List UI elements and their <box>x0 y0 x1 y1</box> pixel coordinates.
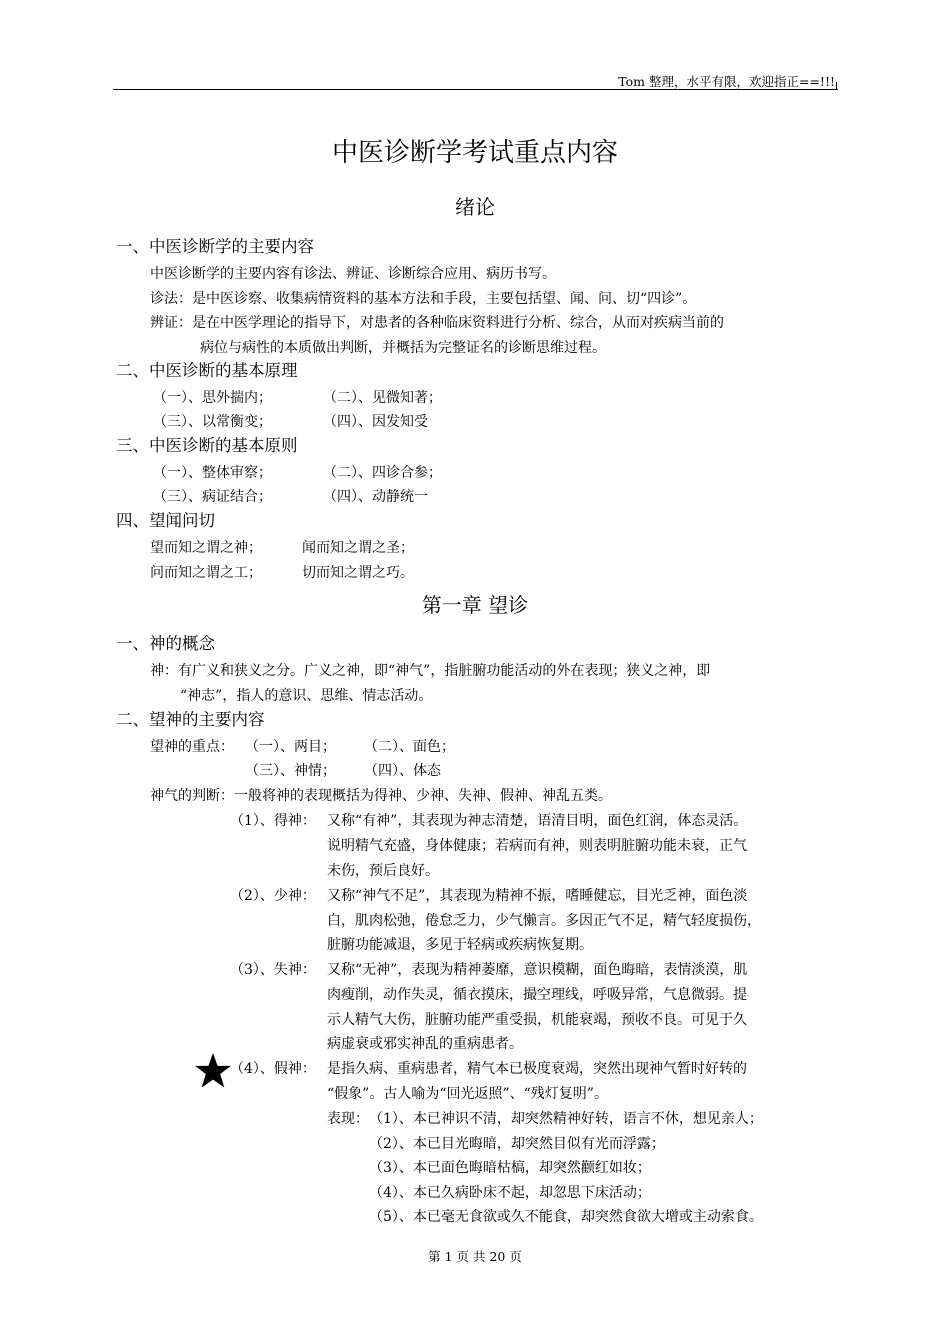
heading-basic-principles: 二、中医诊断的基本原理 <box>116 361 298 380</box>
heading-concept-of-shen: 一、神的概念 <box>116 634 215 653</box>
type-text: 示人精气大伤，脏腑功能严重受损，机能衰竭，预收不良。可见于久 <box>327 1012 747 1028</box>
page-number: 第 1 页 共 20 页 <box>428 1249 522 1264</box>
exam-item: 切而知之谓之巧。 <box>302 565 414 581</box>
paragraph-concept-of-shen-cont: “神志”，指人的意识、思维、情志活动。 <box>180 688 433 704</box>
header-tick <box>836 82 837 90</box>
exam-item: 望而知之谓之神； <box>150 540 262 556</box>
heading-inspection-of-shen: 二、望神的主要内容 <box>116 710 265 729</box>
type-text: 未伤，预后良好。 <box>327 863 439 879</box>
type-label-shaoshen: （2）、少神： <box>230 888 316 904</box>
focus-item: （二）、面色； <box>364 739 455 755</box>
exam-item: 闻而知之谓之圣； <box>302 540 414 556</box>
type-label-desheng: （1）、得神： <box>230 813 316 829</box>
manifest-item: （4）、本已久病卧床不起，却忽思下床活动； <box>369 1185 651 1201</box>
focus-label: 望神的重点： <box>150 739 234 755</box>
type-label-shishen: （3）、失神： <box>230 962 316 978</box>
manifest-item: （3）、本已面色晦暗枯槁，却突然颧红如妆； <box>369 1160 651 1176</box>
heading-basic-rules: 三、中医诊断的基本原则 <box>116 436 298 455</box>
paragraph-concept-of-shen: 神：有广义和狭义之分。广义之神，即“神气”，指脏腑功能活动的外在表现；狭义之神，即 <box>150 663 711 679</box>
star-icon <box>194 1052 232 1090</box>
principle-item: （一）、思外揣内； <box>153 390 272 406</box>
paragraph-syndrome-differentiation-cont: 病位与病性的本质做出判断，并概括为完整证名的诊断思维过程。 <box>200 340 606 356</box>
paragraph-diagnostic-methods: 诊法：是中医诊察、收集病情资料的基本方法和手段，主要包括望、闻、问、切“四诊”。 <box>150 291 697 307</box>
manifest-label: 表现： <box>327 1111 369 1127</box>
paragraph-main-content: 中医诊断学的主要内容有诊法、辨证、诊断综合应用、病历书写。 <box>150 266 556 282</box>
principle-item: （四）、因发知受 <box>323 414 428 430</box>
type-text: 是指久病、重病患者，精气本已极度衰竭，突然出现神气暂时好转的 <box>327 1061 747 1077</box>
principle-item: （三）、以常衡变； <box>153 414 272 430</box>
type-text: 又称“无神”，表现为精神萎靡，意识模糊，面色晦暗，表情淡漠，肌 <box>327 962 748 978</box>
paragraph-judgement: 神气的判断：一般将神的表现概括为得神、少神、失神、假神、神乱五类。 <box>150 788 612 804</box>
manifest-item: （5）、本已毫无食欲或久不能食，却突然食欲大增或主动索食。 <box>369 1209 763 1225</box>
focus-item: （三）、神情； <box>245 763 336 779</box>
header-note: Tom 整理，水平有限，欢迎指正==!!! <box>618 74 835 89</box>
type-text: 脏腑功能减退，多见于轻病或疾病恢复期。 <box>327 937 593 953</box>
focus-item: （四）、体态 <box>364 763 441 779</box>
type-text: “假象”。古人喻为“回光返照”、“残灯复明”。 <box>327 1086 608 1102</box>
header-rule <box>113 89 838 90</box>
rule-item: （四）、动静统一 <box>323 489 428 505</box>
type-text: 肉瘦削，动作失灵，循衣摸床，撮空理线，呼吸异常，气息微弱。提 <box>327 987 747 1003</box>
heading-main-content: 一、中医诊断学的主要内容 <box>116 237 314 256</box>
document-title: 中医诊断学考试重点内容 <box>331 138 618 168</box>
rule-item: （三）、病证结合； <box>153 489 272 505</box>
paragraph-syndrome-differentiation: 辨证：是在中医学理论的指导下，对患者的各种临床资料进行分析、综合，从而对疾病当前的 <box>150 315 724 331</box>
type-text: 白，肌肉松弛，倦怠乏力，少气懒言。多因正气不足，精气轻度损伤， <box>327 913 761 929</box>
type-text: 病虚衰或邪实神乱的重病患者。 <box>327 1036 523 1052</box>
exam-item: 问而知之谓之工； <box>150 565 262 581</box>
chapter-title: 第一章 望诊 <box>421 593 529 617</box>
rule-item: （二）、四诊合参； <box>323 465 442 481</box>
type-label-jiashen: （4）、假神： <box>230 1061 316 1077</box>
section-title-intro: 绪论 <box>455 195 495 219</box>
type-text: 又称“有神”，其表现为神志清楚，语清目明，面色红润，体态灵活。 <box>327 813 748 829</box>
rule-item: （一）、整体审察； <box>153 465 272 481</box>
manifest-item: （1）、本已神识不清，却突然精神好转，语言不休，想见亲人； <box>369 1111 763 1127</box>
principle-item: （二）、见微知著； <box>323 390 442 406</box>
heading-four-examinations: 四、望闻问切 <box>116 511 215 530</box>
type-text: 又称“神气不足”，其表现为精神不振，嗜睡健忘，目光乏神，面色淡 <box>327 888 748 904</box>
manifest-item: （2）、本已目光晦暗，却突然目似有光而浮露； <box>369 1136 665 1152</box>
focus-item: （一）、两目； <box>245 739 336 755</box>
type-text: 说明精气充盛，身体健康；若病而有神，则表明脏腑功能未衰，正气 <box>327 838 747 854</box>
